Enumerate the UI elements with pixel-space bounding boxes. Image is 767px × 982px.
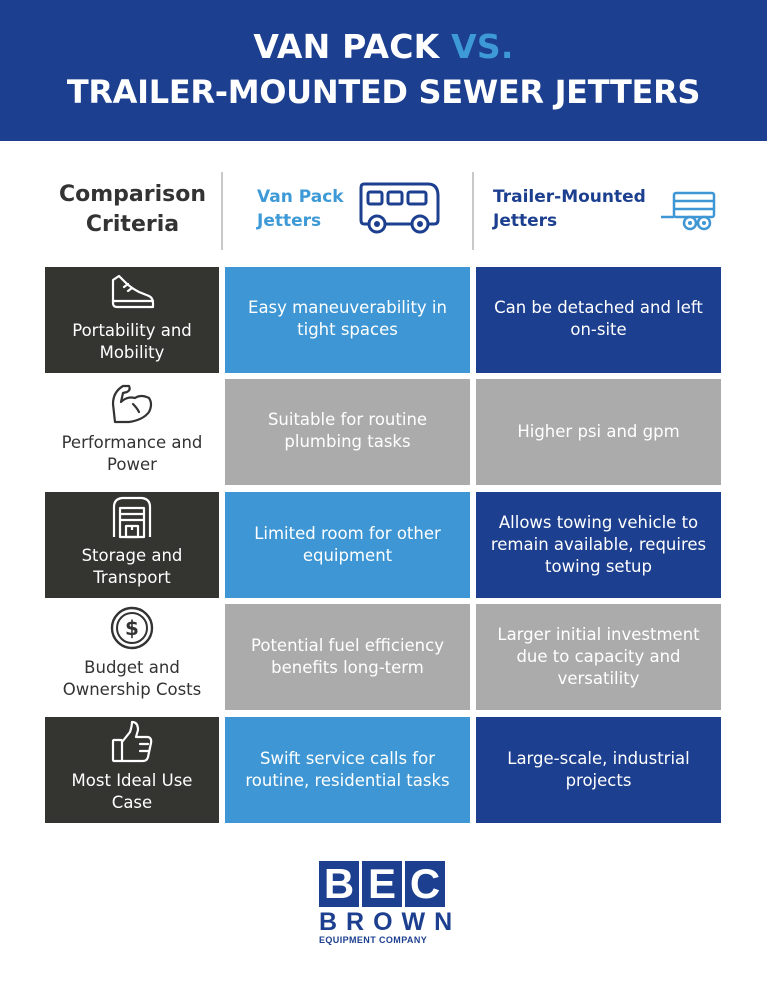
criteria-use-case-label: Most Ideal Use Case [71, 771, 193, 812]
header-van-pack-jetters: Van Pack Jetters [257, 187, 344, 231]
criteria-portability [45, 267, 219, 373]
trailer-portability: Can be detached and left on-site [476, 267, 721, 373]
title-banner [0, 0, 767, 141]
logo-letter-e: E [362, 861, 402, 907]
trailer-icon [660, 190, 718, 234]
criteria-budget [45, 604, 219, 710]
flexed-arm-icon [109, 382, 155, 426]
thumbs-up-icon [110, 720, 154, 764]
svg-text:$: $ [125, 616, 139, 640]
trailer-use-case: Large-scale, industrial projects [476, 717, 721, 823]
shoe-icon [109, 272, 155, 314]
header-divider-1 [221, 172, 223, 250]
criteria-performance [45, 379, 219, 485]
dollar-coin-icon [109, 605, 155, 651]
van-performance: Suitable for routine plumbing tasks [225, 379, 470, 485]
title-van-pack: VAN PACK [253, 27, 452, 66]
warehouse-icon [110, 495, 154, 539]
title-line-1 [0, 27, 767, 66]
trailer-performance: Higher psi and gpm [476, 379, 721, 485]
title-vs: VS. [451, 27, 514, 66]
logo-letter-b: B [319, 861, 359, 907]
title-line-2: TRAILER-MOUNTED SEWER JETTERS [66, 73, 701, 111]
criteria-portability-label: Portability and Mobility [72, 321, 192, 362]
criteria-budget-label: Budget and Ownership Costs [62, 658, 202, 699]
logo-letter-c: C [405, 861, 445, 907]
van-portability: Easy maneuverability in tight spaces [225, 267, 470, 373]
header-trailer-mounted-jetters: Trailer-Mounted Jetters [493, 187, 646, 231]
van-use-case: Swift service calls for routine, residential tasks [225, 717, 470, 823]
van-storage: Limited room for other equipment [225, 492, 470, 598]
logo-bec [319, 861, 449, 907]
van-icon [358, 180, 442, 236]
criteria-use-case [45, 717, 219, 823]
trailer-storage: Allows towing vehicle to remain available, requires towing setup [476, 492, 721, 598]
header-divider-2 [472, 172, 474, 250]
criteria-performance-label: Performance and Power [61, 433, 203, 474]
logo-brown: BROWN [319, 908, 462, 936]
brown-equipment-company-logo [319, 860, 462, 945]
trailer-budget: Larger initial investment due to capacity and versatility [476, 604, 721, 710]
van-budget: Potential fuel efficiency benefits long-term [225, 604, 470, 710]
criteria-storage-label: Storage and Transport [81, 546, 183, 587]
header-comparison-criteria: Comparison Criteria [58, 182, 207, 237]
criteria-storage [45, 492, 219, 598]
logo-equipment-company: EQUIPMENT COMPANY [319, 935, 428, 945]
